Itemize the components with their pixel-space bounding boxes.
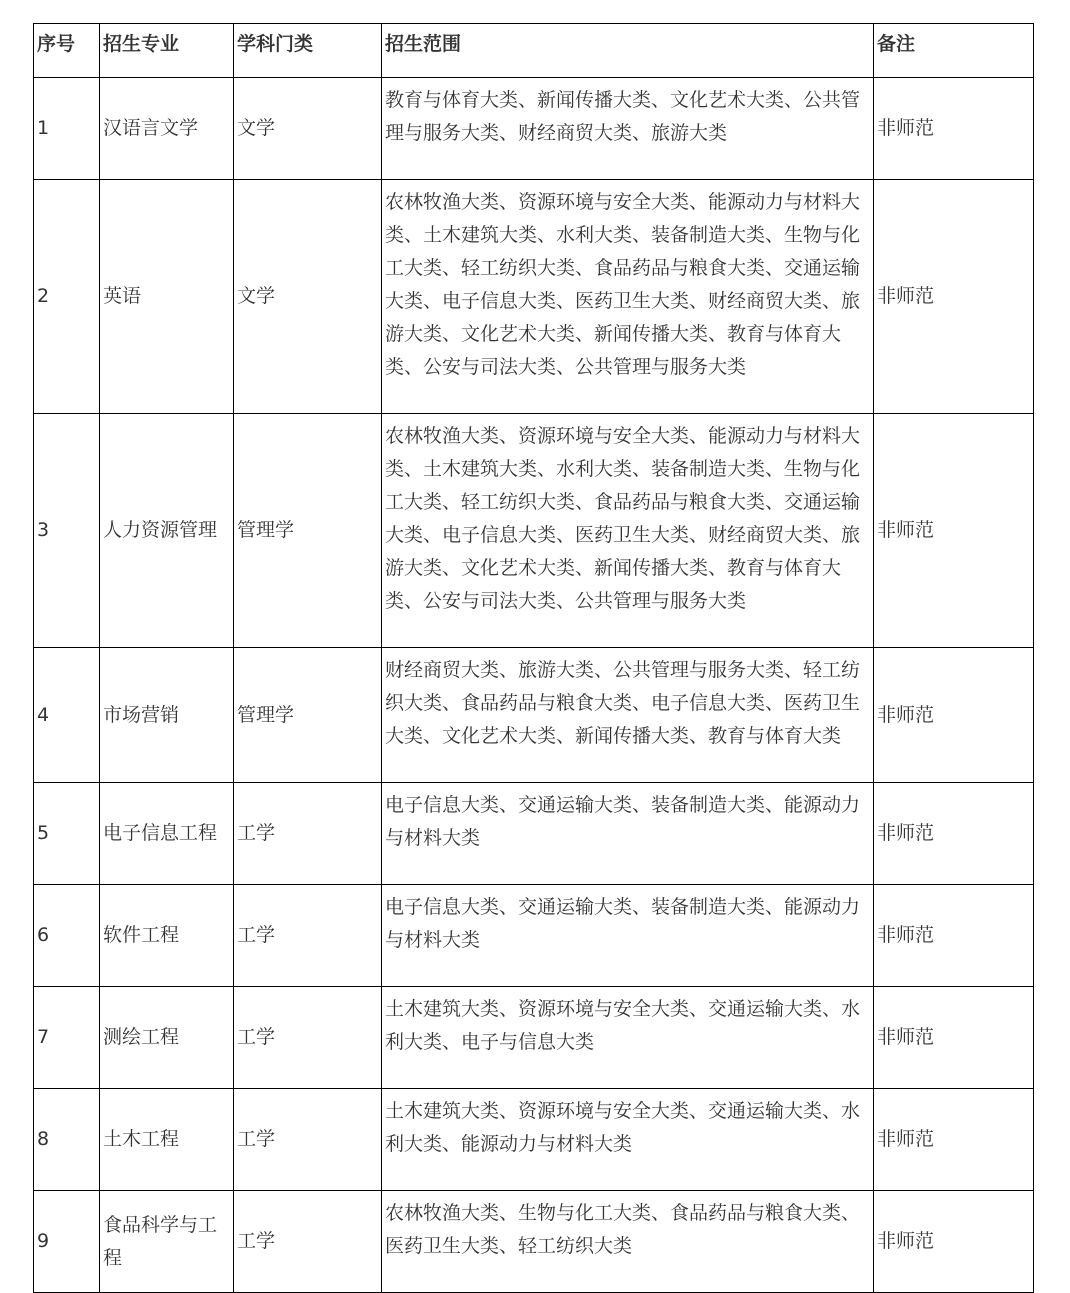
cell-no: 8 [34, 1089, 100, 1191]
cell-note: 非师范 [874, 783, 1034, 885]
admissions-table [33, 23, 1034, 1293]
table-row [34, 180, 1034, 414]
cell-category: 管理学 [234, 648, 382, 783]
cell-major: 电子信息工程 [100, 783, 234, 885]
cell-no: 9 [34, 1191, 100, 1293]
cell-category: 管理学 [234, 414, 382, 648]
cell-major: 人力资源管理 [100, 414, 234, 648]
header-scope: 招生范围 [382, 24, 874, 78]
cell-note: 非师范 [874, 414, 1034, 648]
header-note: 备注 [874, 24, 1034, 78]
cell-major: 市场营销 [100, 648, 234, 783]
cell-no: 4 [34, 648, 100, 783]
cell-note: 非师范 [874, 1089, 1034, 1191]
table-row [34, 78, 1034, 180]
table-row [34, 1191, 1034, 1293]
table-row [34, 885, 1034, 987]
cell-scope: 农林牧渔大类、生物与化工大类、食品药品与粮食大类、医药卫生大类、轻工纺织大类 [382, 1191, 874, 1293]
cell-no: 2 [34, 180, 100, 414]
cell-category: 工学 [234, 987, 382, 1089]
cell-note: 非师范 [874, 180, 1034, 414]
cell-category: 工学 [234, 1089, 382, 1191]
cell-category: 文学 [234, 180, 382, 414]
cell-no: 3 [34, 414, 100, 648]
cell-no: 7 [34, 987, 100, 1089]
table-row [34, 987, 1034, 1089]
cell-note: 非师范 [874, 1191, 1034, 1293]
cell-scope: 教育与体育大类、新闻传播大类、文化艺术大类、公共管理与服务大类、财经商贸大类、旅游大类 [382, 78, 874, 180]
cell-note: 非师范 [874, 987, 1034, 1089]
cell-major: 汉语言文学 [100, 78, 234, 180]
cell-note: 非师范 [874, 885, 1034, 987]
cell-major: 软件工程 [100, 885, 234, 987]
cell-scope: 农林牧渔大类、资源环境与安全大类、能源动力与材料大类、土木建筑大类、水利大类、装备制造大类、生物与化工大类、轻工纺织大类、食品药品与粮食大类、交通运输大类、电子信息大类、医药卫生大类、财经商贸大类、旅游大类、文化艺术大类、新闻传播大类、教育与体育大类、公安与司法大类、公共管理与服务大类 [382, 414, 874, 648]
table-row [34, 783, 1034, 885]
table-header-row [34, 24, 1034, 78]
cell-scope: 土木建筑大类、资源环境与安全大类、交通运输大类、水利大类、电子与信息大类 [382, 987, 874, 1089]
cell-major: 食品科学与工程 [100, 1191, 234, 1293]
header-category: 学科门类 [234, 24, 382, 78]
cell-category: 工学 [234, 1191, 382, 1293]
cell-scope: 电子信息大类、交通运输大类、装备制造大类、能源动力与材料大类 [382, 885, 874, 987]
header-no: 序号 [34, 24, 100, 78]
table-row [34, 414, 1034, 648]
cell-category: 工学 [234, 885, 382, 987]
cell-scope: 财经商贸大类、旅游大类、公共管理与服务大类、轻工纺织大类、食品药品与粮食大类、电子信息大类、医药卫生大类、文化艺术大类、新闻传播大类、教育与体育大类 [382, 648, 874, 783]
cell-no: 1 [34, 78, 100, 180]
cell-scope: 农林牧渔大类、资源环境与安全大类、能源动力与材料大类、土木建筑大类、水利大类、装备制造大类、生物与化工大类、轻工纺织大类、食品药品与粮食大类、交通运输大类、电子信息大类、医药卫生大类、财经商贸大类、旅游大类、文化艺术大类、新闻传播大类、教育与体育大类、公安与司法大类、公共管理与服务大类 [382, 180, 874, 414]
cell-major: 测绘工程 [100, 987, 234, 1089]
cell-note: 非师范 [874, 78, 1034, 180]
cell-major: 英语 [100, 180, 234, 414]
cell-category: 工学 [234, 783, 382, 885]
cell-category: 文学 [234, 78, 382, 180]
header-major: 招生专业 [100, 24, 234, 78]
cell-no: 5 [34, 783, 100, 885]
cell-scope: 电子信息大类、交通运输大类、装备制造大类、能源动力与材料大类 [382, 783, 874, 885]
cell-note: 非师范 [874, 648, 1034, 783]
cell-no: 6 [34, 885, 100, 987]
table-row [34, 648, 1034, 783]
cell-scope: 土木建筑大类、资源环境与安全大类、交通运输大类、水利大类、能源动力与材料大类 [382, 1089, 874, 1191]
table-row [34, 1089, 1034, 1191]
cell-major: 土木工程 [100, 1089, 234, 1191]
